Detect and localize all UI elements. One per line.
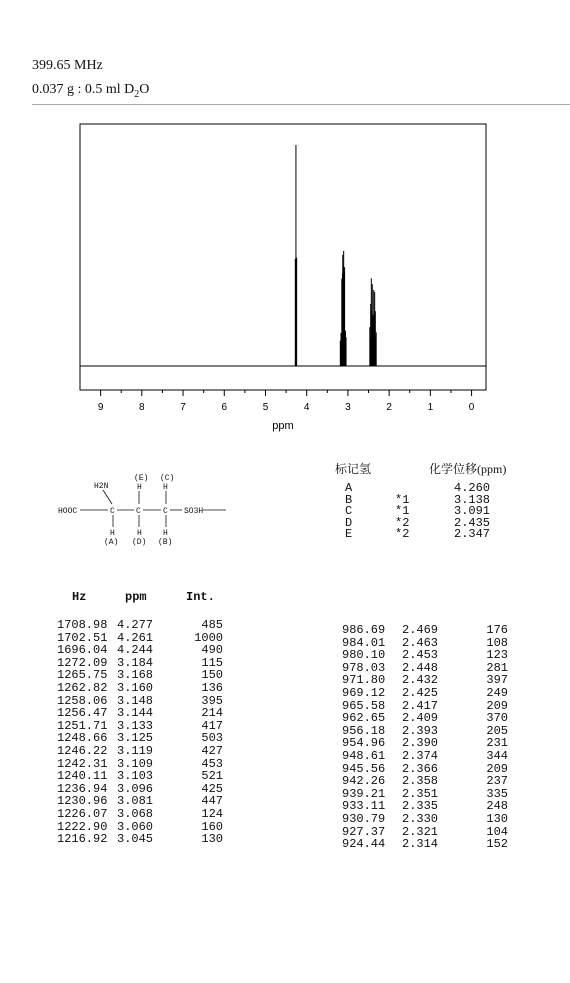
cell-hz: 1230.96 bbox=[57, 794, 108, 809]
cell-ppm: 3.096 bbox=[117, 781, 154, 796]
cell-hz: 984.01 bbox=[342, 635, 386, 650]
assignment-shift: 4.260 bbox=[454, 481, 491, 495]
col-int: Int. bbox=[186, 590, 215, 604]
label-b: (B) bbox=[158, 538, 173, 547]
cell-int: 209 bbox=[486, 761, 508, 776]
table-row bbox=[342, 775, 522, 788]
cell-int: 209 bbox=[486, 698, 508, 713]
x-tick-label: 4 bbox=[303, 402, 310, 413]
cell-int: 124 bbox=[201, 806, 223, 821]
cell-ppm: 2.351 bbox=[402, 786, 439, 801]
cell-ppm: 3.160 bbox=[117, 680, 154, 695]
table-row bbox=[57, 707, 237, 720]
table-row bbox=[57, 770, 237, 783]
cell-ppm: 2.393 bbox=[402, 723, 439, 738]
cell-ppm: 2.425 bbox=[402, 685, 439, 700]
cell-int: 503 bbox=[201, 731, 223, 746]
assignment-shift: 2.435 bbox=[454, 515, 491, 530]
cell-int: 150 bbox=[201, 668, 223, 683]
cell-int: 176 bbox=[486, 623, 508, 637]
cell-hz: 986.69 bbox=[342, 623, 386, 637]
cell-int: 123 bbox=[486, 648, 508, 663]
table-row bbox=[342, 624, 522, 637]
label-d: (D) bbox=[132, 538, 147, 547]
carbon-b: C bbox=[136, 507, 141, 516]
cell-ppm: 4.277 bbox=[117, 618, 154, 632]
cell-hz: 971.80 bbox=[342, 673, 386, 688]
cell-ppm: 3.081 bbox=[117, 794, 154, 809]
cell-ppm: 2.366 bbox=[402, 761, 439, 776]
cell-ppm: 3.148 bbox=[117, 693, 154, 708]
sample-subscript: 2 bbox=[134, 88, 140, 100]
h-top-c: H bbox=[163, 483, 168, 492]
x-tick-label: 8 bbox=[139, 402, 145, 413]
hooc-group: HOOC bbox=[58, 507, 78, 516]
cell-int: 281 bbox=[486, 660, 508, 675]
cell-int: 395 bbox=[201, 693, 223, 708]
cell-int: 344 bbox=[486, 748, 508, 763]
cell-hz: 939.21 bbox=[342, 786, 386, 801]
table-row bbox=[57, 682, 237, 695]
assignment-header-shift: 化学位移(ppm) bbox=[429, 462, 507, 476]
carbon-a: C bbox=[110, 507, 115, 516]
cell-ppm: 3.068 bbox=[117, 806, 154, 821]
cell-ppm: 2.335 bbox=[402, 799, 439, 814]
x-tick-label: 3 bbox=[345, 402, 351, 413]
spectrometer-frequency: 399.65 MHz bbox=[32, 58, 103, 73]
sample-suffix: O bbox=[139, 82, 150, 97]
cell-int: 214 bbox=[201, 706, 223, 721]
cell-int: 425 bbox=[201, 781, 223, 796]
cell-hz: 1696.04 bbox=[57, 643, 108, 658]
cell-int: 521 bbox=[201, 769, 223, 784]
cell-int: 104 bbox=[486, 824, 508, 839]
cell-ppm: 3.184 bbox=[117, 655, 154, 670]
peak-table-right bbox=[342, 624, 522, 851]
cell-ppm: 3.045 bbox=[117, 832, 154, 847]
assignment-header-label: 标记氢 bbox=[335, 462, 372, 476]
cell-hz: 1251.71 bbox=[57, 718, 108, 733]
peak-table-header bbox=[72, 590, 215, 604]
cell-ppm: 2.453 bbox=[402, 648, 439, 663]
cell-hz: 948.61 bbox=[342, 748, 386, 763]
cell-ppm: 4.244 bbox=[117, 643, 154, 658]
table-row bbox=[57, 833, 237, 846]
cell-hz: 965.58 bbox=[342, 698, 386, 713]
cell-ppm: 3.060 bbox=[117, 819, 154, 834]
cell-ppm: 2.374 bbox=[402, 748, 439, 763]
label-c: (C) bbox=[160, 474, 175, 483]
cell-ppm: 2.358 bbox=[402, 774, 439, 789]
x-tick-label: 1 bbox=[427, 402, 434, 413]
cell-int: 136 bbox=[201, 680, 223, 695]
cell-int: 485 bbox=[201, 618, 223, 632]
cell-ppm: 2.330 bbox=[402, 811, 439, 826]
cell-hz: 1222.90 bbox=[57, 819, 108, 834]
x-tick-label: 2 bbox=[386, 402, 392, 413]
assignment-label: B bbox=[345, 492, 353, 507]
cell-hz: 930.79 bbox=[342, 811, 386, 826]
assignment-shift: 3.091 bbox=[454, 504, 491, 519]
cell-ppm: 2.417 bbox=[402, 698, 439, 713]
cell-ppm: 3.144 bbox=[117, 706, 154, 721]
carbon-c: C bbox=[163, 507, 168, 516]
cell-int: 108 bbox=[486, 635, 508, 650]
cell-hz: 1265.75 bbox=[57, 668, 108, 683]
cell-ppm: 2.321 bbox=[402, 824, 439, 839]
cell-int: 237 bbox=[486, 774, 508, 789]
cell-int: 453 bbox=[201, 756, 223, 771]
col-ppm: ppm bbox=[125, 590, 147, 604]
x-tick-label: 5 bbox=[262, 402, 269, 413]
cell-hz: 1236.94 bbox=[57, 781, 108, 796]
cell-int: 249 bbox=[486, 685, 508, 700]
cell-int: 490 bbox=[201, 643, 223, 658]
cell-hz: 1226.07 bbox=[57, 806, 108, 821]
cell-int: 231 bbox=[486, 736, 508, 751]
cell-int: 205 bbox=[486, 723, 508, 738]
cell-hz: 927.37 bbox=[342, 824, 386, 839]
table-row bbox=[342, 687, 522, 700]
table-row bbox=[57, 745, 237, 758]
assignment-shift: 2.347 bbox=[454, 527, 491, 542]
assignment-label: E bbox=[345, 527, 353, 542]
cell-int: 152 bbox=[486, 837, 508, 852]
cell-int: 160 bbox=[201, 819, 223, 834]
cell-hz: 969.12 bbox=[342, 685, 386, 700]
table-row bbox=[342, 838, 522, 851]
cell-hz: 933.11 bbox=[342, 799, 386, 814]
h-top-e: H bbox=[137, 483, 142, 492]
cell-int: 427 bbox=[201, 743, 223, 758]
cell-hz: 1246.22 bbox=[57, 743, 108, 758]
so3h-group: SO3H bbox=[184, 507, 204, 516]
nmr-spectrum-chart bbox=[0, 0, 570, 440]
cell-hz: 1216.92 bbox=[57, 832, 108, 847]
table-row bbox=[342, 750, 522, 763]
cell-ppm: 4.261 bbox=[117, 630, 154, 645]
cell-hz: 980.10 bbox=[342, 648, 386, 663]
table-row bbox=[342, 813, 522, 826]
cell-int: 335 bbox=[486, 786, 508, 801]
cell-hz: 1258.06 bbox=[57, 693, 108, 708]
molecule-structure bbox=[58, 470, 268, 552]
cell-ppm: 3.125 bbox=[117, 731, 154, 746]
cell-hz: 956.18 bbox=[342, 723, 386, 738]
assignment-label: A bbox=[345, 481, 353, 495]
cell-hz: 1702.51 bbox=[57, 630, 108, 645]
table-row bbox=[57, 808, 237, 821]
cell-hz: 978.03 bbox=[342, 660, 386, 675]
x-axis-label: ppm bbox=[272, 420, 294, 432]
assignment-shift: 3.138 bbox=[454, 492, 491, 507]
cell-int: 397 bbox=[486, 673, 508, 688]
assignment-label: C bbox=[345, 504, 353, 519]
cell-hz: 1256.47 bbox=[57, 706, 108, 721]
assignment-note: *2 bbox=[395, 527, 410, 542]
assignment-note: *2 bbox=[395, 515, 410, 530]
label-e: (E) bbox=[134, 474, 149, 483]
cell-int: 1000 bbox=[194, 630, 223, 645]
cell-ppm: 3.109 bbox=[117, 756, 154, 771]
cell-hz: 942.26 bbox=[342, 774, 386, 789]
cell-int: 370 bbox=[486, 711, 508, 726]
h-bottom-a: H bbox=[110, 529, 115, 538]
cell-int: 417 bbox=[201, 718, 223, 733]
h-bottom-d: H bbox=[137, 529, 142, 538]
x-tick-label: 6 bbox=[221, 402, 228, 413]
nh2-group: H2N bbox=[94, 482, 109, 491]
x-tick-label: 7 bbox=[180, 402, 186, 413]
cell-hz: 962.65 bbox=[342, 711, 386, 726]
label-a: (A) bbox=[104, 538, 119, 547]
cell-ppm: 3.168 bbox=[117, 668, 154, 683]
sample-prefix: 0.037 g : 0.5 ml D bbox=[32, 82, 135, 97]
cell-hz: 1248.66 bbox=[57, 731, 108, 746]
table-row bbox=[57, 619, 237, 632]
cell-hz: 1262.82 bbox=[57, 680, 108, 695]
structure-bonds bbox=[80, 490, 226, 527]
cell-hz: 1240.11 bbox=[57, 769, 108, 784]
table-row bbox=[342, 712, 522, 725]
assignment-note: *1 bbox=[395, 492, 410, 507]
cell-ppm: 2.409 bbox=[402, 711, 439, 726]
cell-int: 248 bbox=[486, 799, 508, 814]
cell-ppm: 3.119 bbox=[117, 743, 154, 758]
table-row bbox=[342, 649, 522, 662]
cell-hz: 924.44 bbox=[342, 837, 386, 852]
cell-int: 447 bbox=[201, 794, 223, 809]
assignment-label: D bbox=[345, 515, 353, 530]
cell-ppm: 2.314 bbox=[402, 837, 439, 852]
cell-hz: 945.56 bbox=[342, 761, 386, 776]
cell-ppm: 2.432 bbox=[402, 673, 439, 688]
cell-hz: 1708.98 bbox=[57, 618, 108, 632]
x-tick-label: 0 bbox=[468, 402, 475, 413]
col-hz: Hz bbox=[72, 590, 87, 604]
table-row bbox=[57, 644, 237, 657]
cell-hz: 1242.31 bbox=[57, 756, 108, 771]
x-tick-label: 9 bbox=[97, 402, 104, 413]
h-bottom-b: H bbox=[163, 529, 168, 538]
plot-frame bbox=[80, 124, 486, 390]
cell-int: 130 bbox=[486, 811, 508, 826]
cell-int: 130 bbox=[201, 832, 223, 847]
cell-ppm: 2.448 bbox=[402, 660, 439, 675]
cell-hz: 954.96 bbox=[342, 736, 386, 751]
cell-int: 115 bbox=[201, 655, 223, 670]
cell-ppm: 2.463 bbox=[402, 635, 439, 650]
cell-hz: 1272.09 bbox=[57, 655, 108, 670]
cell-ppm: 2.469 bbox=[402, 623, 439, 637]
cell-ppm: 2.390 bbox=[402, 736, 439, 751]
assignment-note: *1 bbox=[395, 504, 410, 519]
cell-ppm: 3.103 bbox=[117, 769, 154, 784]
peak-table-left bbox=[57, 619, 237, 846]
cell-ppm: 3.133 bbox=[117, 718, 154, 733]
